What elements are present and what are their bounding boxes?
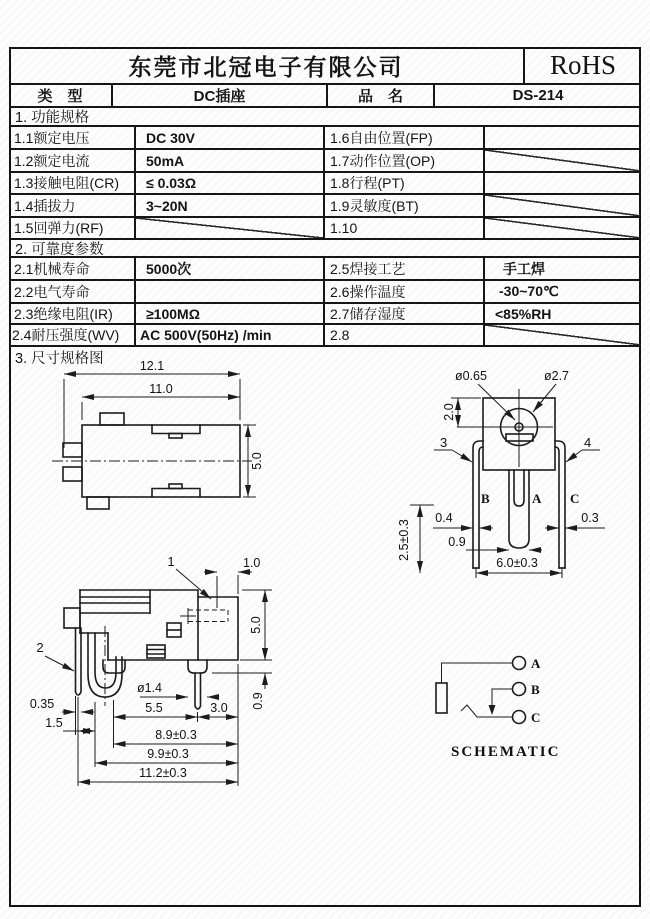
ref-terminal-4: 4 bbox=[584, 435, 592, 450]
spec-value: DC 30V bbox=[136, 127, 325, 148]
company-name: 东莞市北冠电子有限公司 bbox=[9, 47, 525, 83]
spec-label: 1.1额定电压 bbox=[9, 127, 136, 148]
section1-title: 1. 功能规格 bbox=[15, 110, 90, 125]
schematic-title: SCHEMATIC bbox=[451, 744, 561, 760]
dim-front-pinhole: ø0.65 bbox=[455, 369, 487, 383]
ref-detail-1: 1 bbox=[167, 554, 175, 569]
schematic-pin-b: B bbox=[531, 682, 540, 697]
dim-front-barrel: ø2.7 bbox=[544, 369, 570, 383]
spec-value: ≤ 0.03Ω bbox=[136, 173, 325, 193]
pin-label-a: A bbox=[532, 491, 542, 506]
spec-value: <85%RH bbox=[495, 305, 552, 322]
dim-side-boss: ø1.4 bbox=[137, 681, 163, 695]
dim-side-height: 5.0 bbox=[249, 616, 263, 634]
dim-top-height: 5.0 bbox=[250, 452, 264, 470]
product-name-label: 品 名 bbox=[328, 85, 435, 106]
dim-side-89: 8.9±0.3 bbox=[155, 728, 197, 742]
dim-front-legb: 0.4 bbox=[435, 511, 453, 525]
type-value: DC插座 bbox=[113, 85, 328, 106]
front-view-drawing bbox=[397, 369, 605, 578]
dim-side-30: 3.0 bbox=[210, 701, 228, 715]
section2-title: 2. 可靠度参数 bbox=[15, 241, 104, 256]
spec-label: 1.6自由位置(FP) bbox=[325, 127, 485, 148]
spec-value: 手工焊 bbox=[503, 260, 545, 277]
dim-side-offset: 1.5 bbox=[45, 716, 63, 730]
ref-terminal-3: 3 bbox=[440, 435, 448, 450]
spec-value: AC 500V(50Hz) /min bbox=[136, 325, 325, 345]
dim-front-pinlen: 2.5±0.3 bbox=[397, 519, 411, 561]
dim-front-legc: 0.3 bbox=[581, 511, 599, 525]
spec-value: ≥100MΩ bbox=[136, 304, 325, 323]
spec-label: 1.9灵敏度(BT) bbox=[325, 195, 485, 216]
spec-value: 50mA bbox=[136, 150, 325, 171]
spec-label: 1.10 bbox=[325, 218, 485, 238]
pin-label-c: C bbox=[570, 491, 580, 506]
pin-label-b: B bbox=[481, 491, 490, 506]
schematic-pin-a: A bbox=[531, 656, 541, 671]
spec-value: 3~20N bbox=[136, 195, 325, 216]
spec-label: 1.8行程(PT) bbox=[325, 173, 485, 193]
dim-front-span: 6.0±0.3 bbox=[496, 556, 538, 570]
dim-side-55: 5.5 bbox=[145, 701, 163, 715]
spec-label: 2.6操作温度 bbox=[325, 281, 485, 302]
dim-top-body: 11.0 bbox=[149, 382, 173, 396]
spec-label: 1.7动作位置(OP) bbox=[325, 150, 485, 171]
dim-side-112: 11.2±0.3 bbox=[139, 766, 187, 780]
spec-label: 1.2额定电流 bbox=[9, 150, 136, 171]
ref-terminal-2: 2 bbox=[36, 640, 44, 655]
product-name-value: DS-214 bbox=[512, 87, 564, 104]
dim-side-pin2: 0.35 bbox=[29, 697, 55, 711]
spec-label: 1.3接触电阻(CR) bbox=[9, 173, 136, 193]
spec-value: 5000次 bbox=[136, 258, 325, 279]
dim-top-overall: 12.1 bbox=[139, 359, 165, 373]
spec-label: 2.1机械寿命 bbox=[9, 258, 136, 279]
type-label: 类 型 bbox=[9, 85, 113, 106]
spec-label: 2.4耐压强度(WV) bbox=[9, 325, 136, 345]
spec-label: 1.4插拔力 bbox=[9, 195, 136, 216]
dim-side-99: 9.9±0.3 bbox=[147, 747, 189, 761]
spec-label: 2.8 bbox=[325, 325, 485, 345]
spec-label: 1.5回弹力(RF) bbox=[9, 218, 136, 238]
spec-label: 2.3绝缘电阻(IR) bbox=[9, 304, 136, 323]
dim-side-foot: 0.9 bbox=[251, 692, 265, 710]
section3-title: 3. 尺寸规格图 bbox=[15, 351, 104, 367]
schematic-drawing bbox=[436, 656, 560, 760]
side-view-drawing bbox=[30, 554, 272, 786]
schematic-pin-c: C bbox=[531, 710, 541, 725]
spec-label: 2.5焊接工艺 bbox=[325, 258, 485, 279]
spec-value: -30~70℃ bbox=[499, 283, 559, 299]
spec-label: 2.2电气寿命 bbox=[9, 281, 136, 302]
dim-front-pina: 0.9 bbox=[448, 535, 466, 549]
top-view-drawing bbox=[52, 359, 264, 509]
rohs-badge: RoHS bbox=[549, 49, 617, 80]
dim-front-center: 2.0 bbox=[442, 403, 456, 421]
spec-label: 2.7储存湿度 bbox=[325, 304, 485, 323]
dim-side-top: 1.0 bbox=[243, 556, 261, 570]
